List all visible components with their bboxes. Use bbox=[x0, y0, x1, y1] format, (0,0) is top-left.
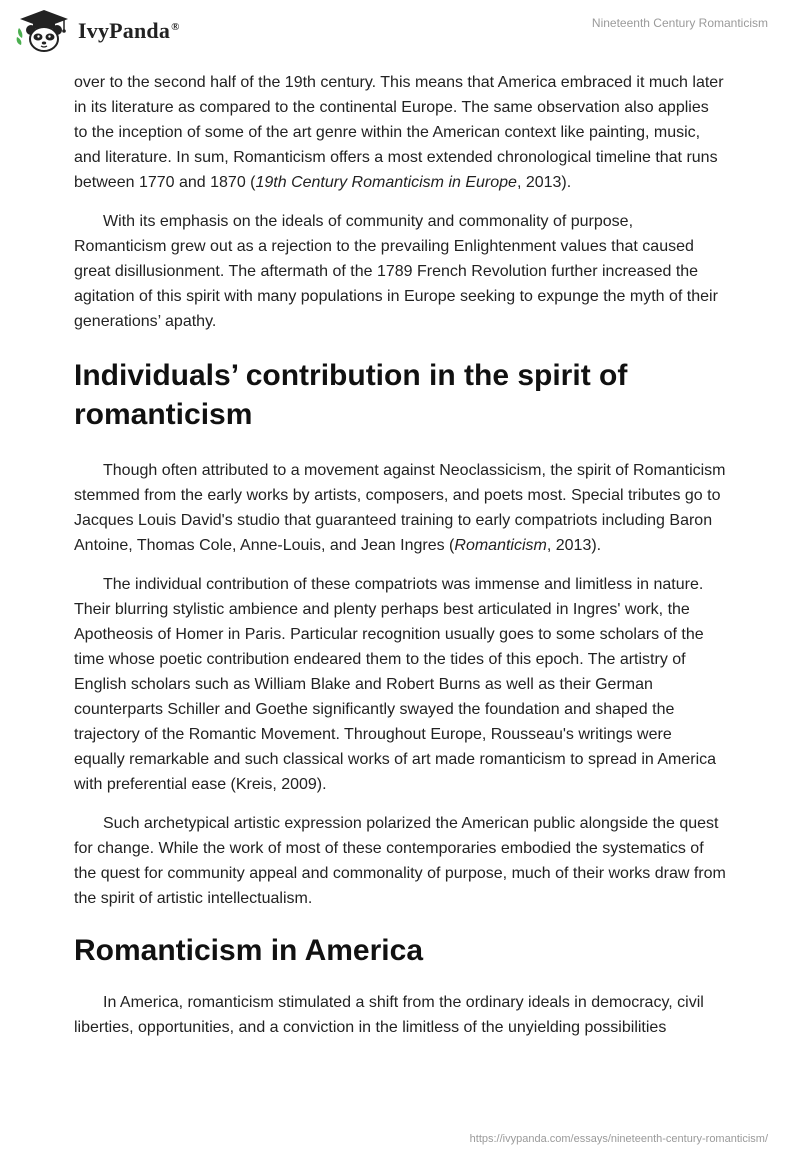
ivypanda-logo[interactable] bbox=[16, 8, 180, 54]
article-body bbox=[74, 70, 726, 1054]
document-title: Nineteenth Century Romanticism bbox=[591, 16, 768, 30]
paragraph-1: over to the second half of the 19th century. This means that America embraced it much later in its literature as compared to the continental Europe. The same observation also applies to the inception of some of the art genre within the American context like painting, music, and literature. In sum, Romanticism offers a most extended chronological timeline that runs between 1770 and 1870 (19th Century Romanticism in Europe, 2013). bbox=[74, 74, 724, 191]
paragraph-2: With its emphasis on the ideals of community and commonality of purpose, Romanticism grew out as a rejection to the prevailing Enlightenment values that caused great disillusionment. The aftermath of the 1789 French Revolution further increased the agitation of this spirit with many populations in Europe seeking to expunge the myth of their generations’ apathy. bbox=[74, 213, 718, 330]
brand-name: IvyPanda® bbox=[78, 18, 180, 43]
paragraph-6: In America, romanticism stimulated a shift from the ordinary ideals in democracy, civil liberties, opportunities, and a conviction in the limitless of the unyielding possibilities bbox=[74, 994, 704, 1036]
page-header bbox=[0, 0, 800, 64]
panda-graduate-icon bbox=[16, 8, 72, 54]
citation-19th-century-romanticism: 19th Century Romanticism in Europe bbox=[255, 174, 517, 191]
citation-romanticism: Romanticism bbox=[454, 537, 547, 554]
paragraph-4: The individual contribution of these compatriots was immense and limitless in nature. Their blurring stylistic ambience and plenty perhaps best articulated in Ingres' work, the Apotheosis of Homer in Paris. Particular recognition usually goes to some scholars of the time whose poetic contribution endeared them to the tides of this epoch. The artistry of English scholars such as William Blake and Robert Burns as well as their German counterparts Schiller and Goethe significantly swayed the foundation and shaped the trajectory of the Romantic Movement. Throughout Europe, Rousseau's writings were equally remarkable and such classical works of art made romanticism to spread in America with preferential ease (Kreis, 2009). bbox=[74, 576, 717, 793]
section-heading-individuals-contribution: Individuals’ contribution in the spirit of romanticism bbox=[74, 359, 628, 431]
paragraph-5: Such archetypical artistic expression polarized the American public alongside the quest for change. While the work of most of these contemporaries embodied the systematics of the quest for community appeal and commonality of purpose, much of their works draw from the spirit of artistic intellectualism. bbox=[74, 815, 726, 907]
source-url[interactable]: https://ivypanda.com/essays/nineteenth-century-romanticism/ bbox=[469, 1133, 768, 1145]
paragraph-3: Though often attributed to a movement against Neoclassicism, the spirit of Romanticism stemmed from the early works by artists, composers, and poets most. Special tributes go to Jacques Louis David's studio that guaranteed training to early compatriots including Baron Antoine, Thomas Cole, Anne-Louis, and Jean Ingres (Romanticism, 2013). bbox=[74, 462, 726, 554]
section-heading-romanticism-in-america: Romanticism in America bbox=[74, 934, 423, 967]
